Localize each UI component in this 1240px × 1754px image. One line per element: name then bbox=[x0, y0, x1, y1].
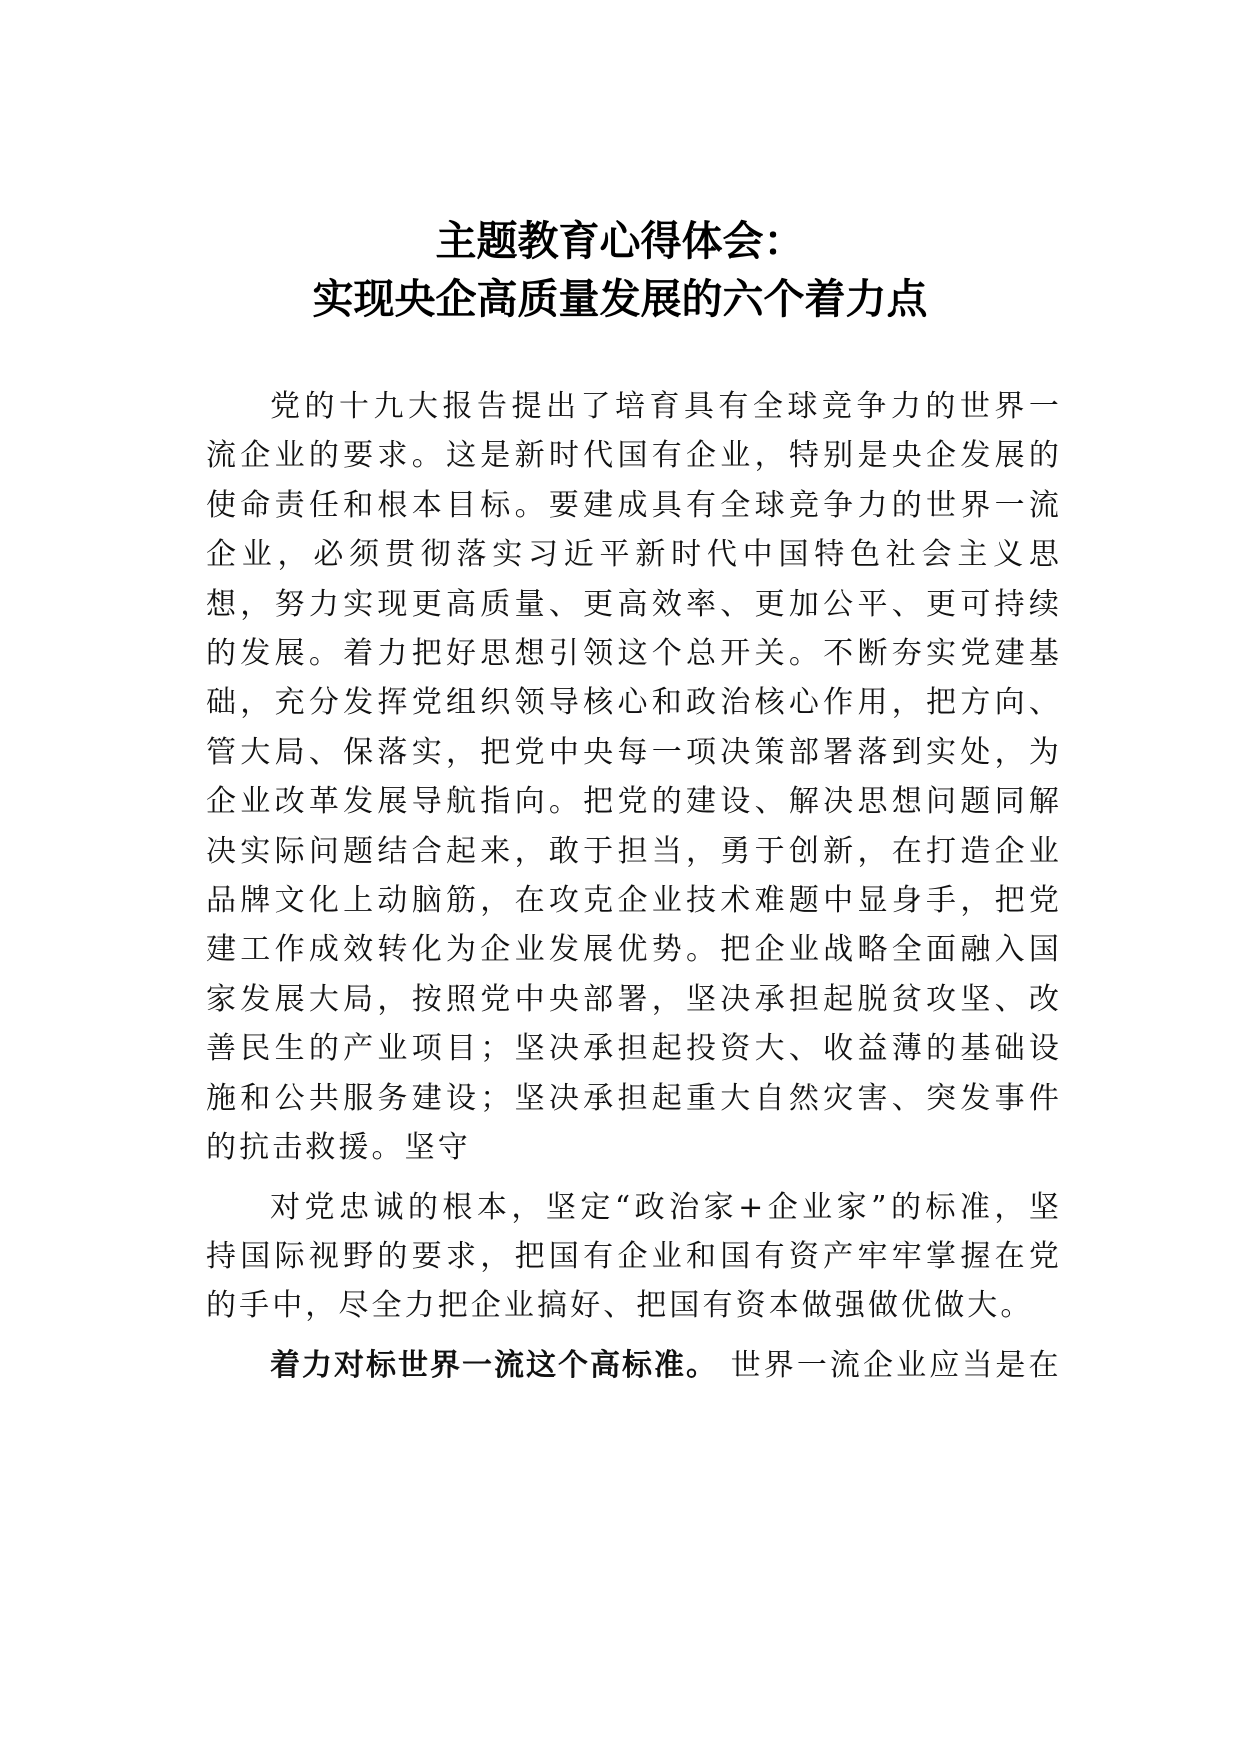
title-line-1: 主题教育心得体会： bbox=[435, 217, 805, 265]
paragraph-1 bbox=[206, 382, 1062, 1173]
paragraph-3-heading: 着力对标世界一流这个高标准。 bbox=[270, 1347, 718, 1383]
document-body bbox=[206, 382, 1062, 1400]
paragraph-2 bbox=[206, 1183, 1062, 1331]
document-title bbox=[0, 212, 1240, 328]
paragraph-3-text: 世界一流企业应当是在 bbox=[718, 1347, 1062, 1383]
paragraph-2-text: 对党忠诚的根本，坚定“政治家+企业家”的标准，坚持国际视野的要求，把国有企业和国有资产牢牢掌握在党的手中，尽全力把企业搞好、把国有资本做强做优做大。 bbox=[206, 1189, 1062, 1324]
title-line-2: 实现央企高质量发展的六个着力点 bbox=[312, 275, 928, 323]
paragraph-1-text: 党的十九大报告提出了培育具有全球竞争力的世界一流企业的要求。这是新时代国有企业，特别是央企发展的使命责任和根本目标。要建成具有全球竞争力的世界一流企业，必须贯彻落实习近平新时代中国特色社会主义思想，努力实现更高质量、更高效率、更加公平、更可持续的发展。着力把好思想引领这个总开关。不断夯实党建基础，充分发挥党组织领导核心和政治核心作用，把方向、管大局、保落实，把党中央每一项决策部署落到实处，为企业改革发展导航指向。把党的建设、解决思想问题同解决实际问题结合起来，敢于担当，勇于创新，在打造企业品牌文化上动脑筋，在攻克企业技术难题中显身手，把党建工作成效转化为企业发展优势。把企业战略全面融入国家发展大局，按照党中央部署，坚决承担起脱贫攻坚、改善民生的产业项目；坚决承担起投资大、收益薄的基础设施和公共服务建设；坚决承担起重大自然灾害、突发事件的抗击救援。坚守 bbox=[206, 389, 1062, 1166]
paragraph-3 bbox=[206, 1341, 1062, 1390]
